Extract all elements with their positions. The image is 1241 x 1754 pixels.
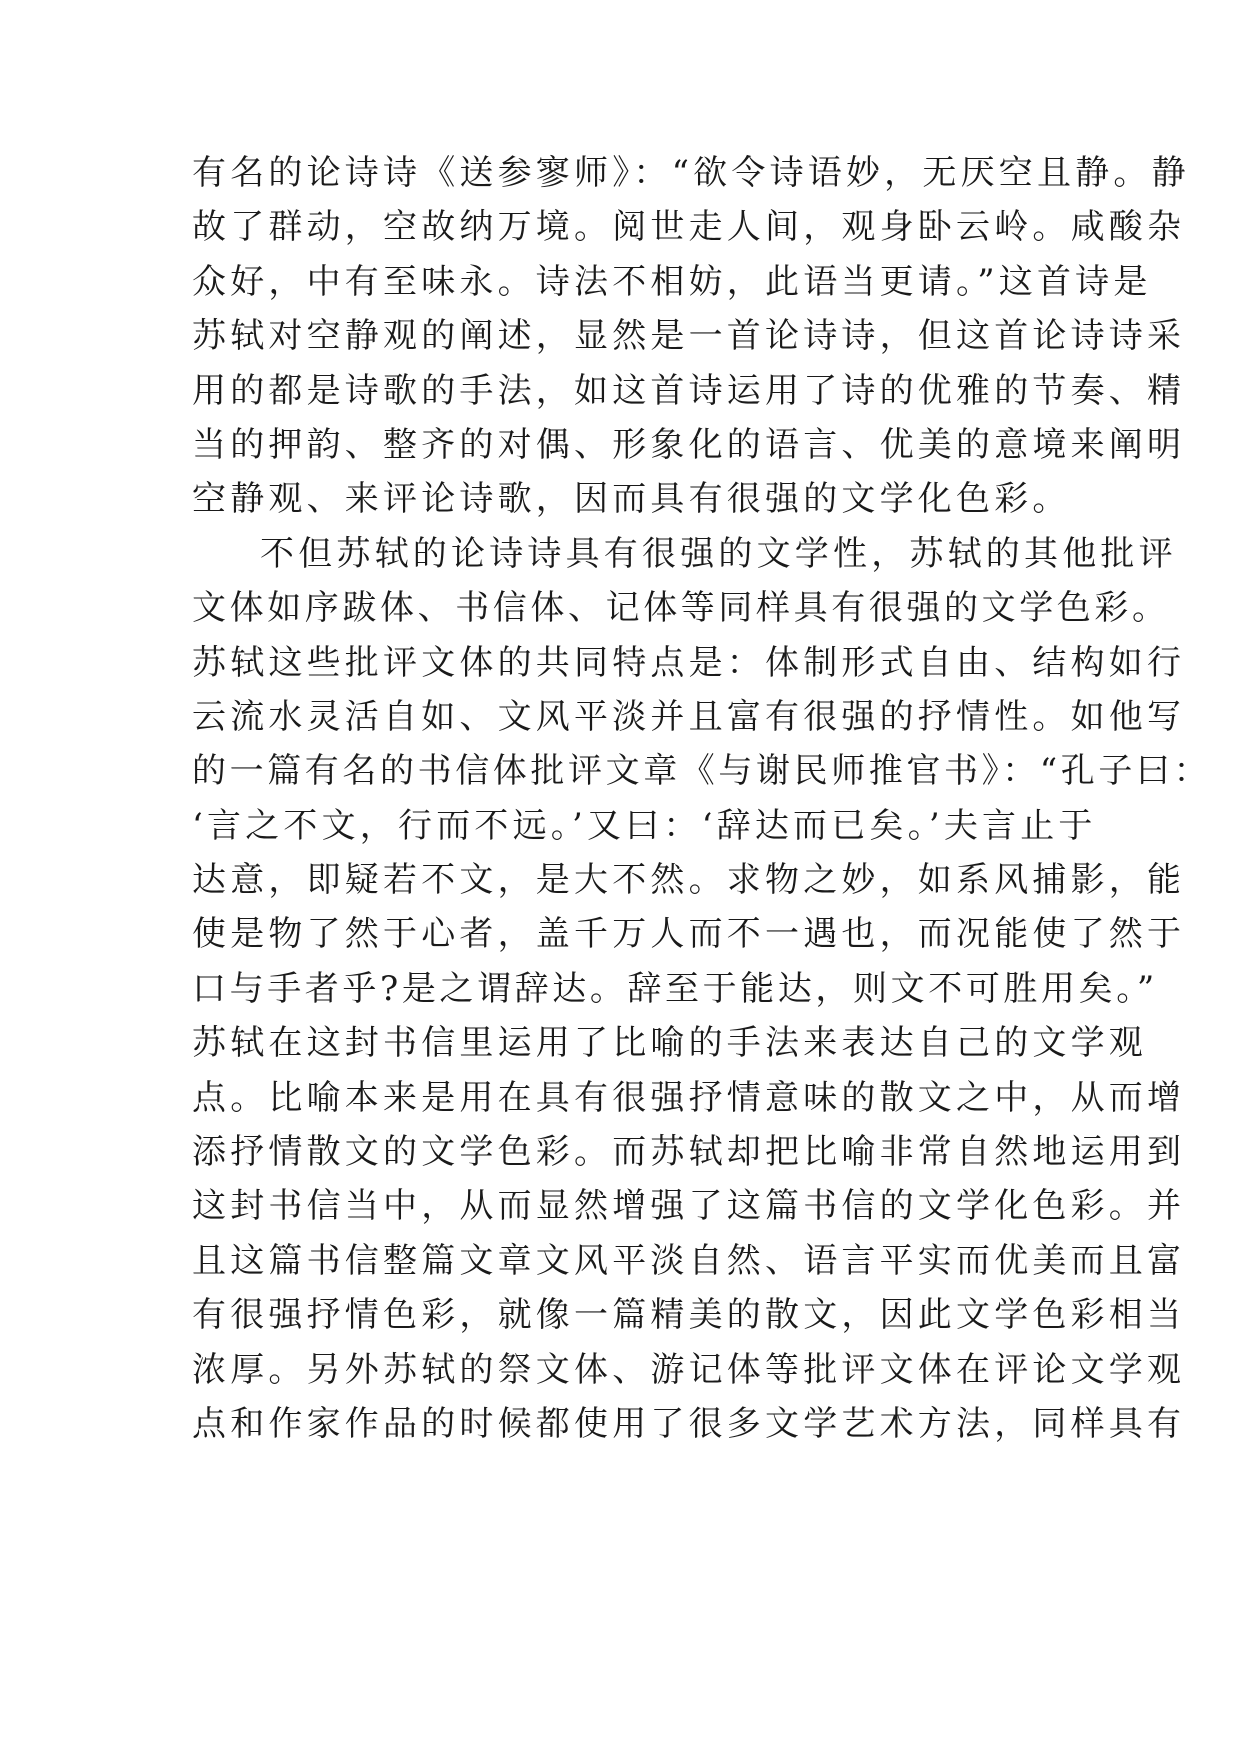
- text-line: 当的押韵、整齐的对偶、形象化的语言、优美的意境来阐明: [192, 424, 1186, 465]
- text-line: 有很强抒情色彩，就像一篇精美的散文，因此文学色彩相当: [192, 1295, 1186, 1336]
- text-line: 苏轼在这封书信里运用了比喻的手法来表达自己的文学观: [192, 1023, 1147, 1064]
- text-line: ‘言之不文，行而不远。’又曰：‘辞达而已矣。’夫言止于: [192, 805, 1097, 846]
- text-line: 云流水灵活自如、文风平淡并且富有很强的抒情性。如他写: [192, 696, 1186, 737]
- text-line: 故了群动，空故纳万境。阅世走人间，观身卧云岭。咸酸杂: [192, 207, 1186, 248]
- text-line: 众好，中有至味永。诗法不相妨，此语当更请。”这首诗是: [192, 261, 1152, 302]
- text-line: 苏轼对空静观的阐述，显然是一首论诗诗，但这首论诗诗采: [192, 316, 1186, 357]
- text-line: 使是物了然于心者，盖千万人而不一遇也，而况能使了然于: [192, 914, 1186, 955]
- text-line: 点。比喻本来是用在具有很强抒情意味的散文之中，从而增: [192, 1077, 1186, 1118]
- text-line: 这封书信当中，从而显然增强了这篇书信的文学化色彩。并: [192, 1186, 1186, 1227]
- text-line: 用的都是诗歌的手法，如这首诗运用了诗的优雅的节奏、精: [192, 370, 1186, 411]
- text-line: 点和作家作品的时候都使用了很多文学艺术方法，同样具有: [192, 1403, 1186, 1444]
- text-line: 的一篇有名的书信体批评文章《与谢民师推官书》：“孔子曰：: [192, 751, 1212, 792]
- text-line: 且这篇书信整篇文章文风平淡自然、语言平实而优美而且富: [192, 1240, 1186, 1281]
- text-line: 苏轼这些批评文体的共同特点是：体制形式自由、结构如行: [192, 642, 1186, 683]
- text-line: 添抒情散文的文学色彩。而苏轼却把比喻非常自然地运用到: [192, 1132, 1186, 1173]
- body-text: [192, 146, 1212, 1451]
- text-line: 有名的论诗诗《送参寥师》：“欲令诗语妙，无厌空且静。静: [192, 153, 1190, 193]
- text-line: 浓厚。另外苏轼的祭文体、游记体等批评文体在评论文学观: [192, 1349, 1186, 1390]
- paragraph-first-line: 不但苏轼的论诗诗具有很强的文学性，苏轼的其他批评: [260, 533, 1177, 574]
- text-line: 口与手者乎?是之谓辞达。辞至于能达，则文不可胜用矣。”: [192, 968, 1158, 1009]
- text-line: 空静观、来评论诗歌，因而具有很强的文学化色彩。: [192, 479, 1071, 520]
- text-line: 文体如序跋体、书信体、记体等同样具有很强的文学色彩。: [192, 588, 1170, 629]
- text-line: 达意，即疑若不文，是大不然。求物之妙，如系风捕影，能: [192, 860, 1186, 901]
